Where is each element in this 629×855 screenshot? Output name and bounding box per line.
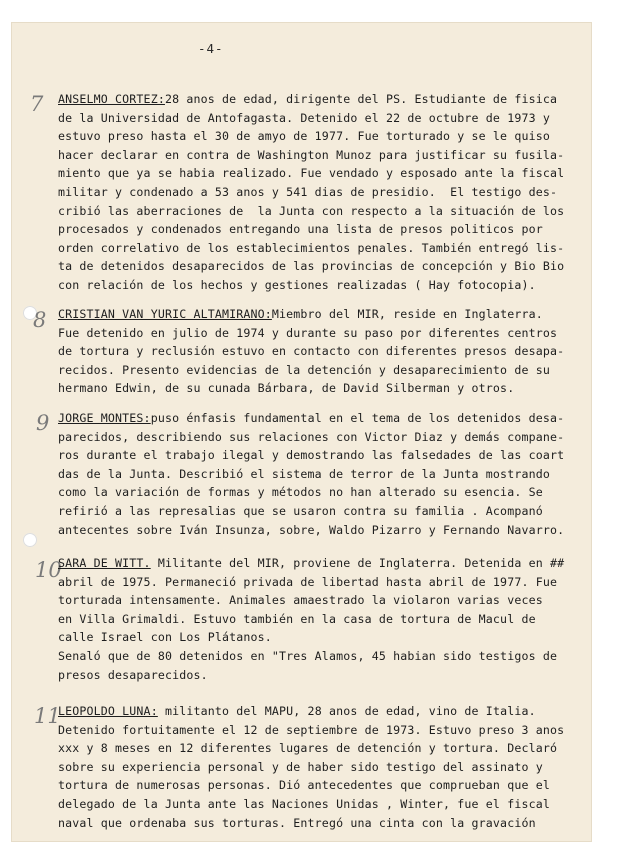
text-line bbox=[58, 343, 564, 360]
text-line bbox=[58, 380, 514, 397]
text-line bbox=[58, 184, 557, 201]
line-text: das de la Junta. Describió el sistema de terror de la Junta mostrando bbox=[58, 466, 550, 481]
page-number: -4- bbox=[198, 41, 224, 56]
line-text: Militante del MIR, proviene de Inglaterra. Detenida en ## bbox=[150, 556, 565, 570]
line-text: hacer declarar en contra de Washington Munoz para justificar su fusila- bbox=[58, 147, 565, 162]
witness-name: LEOPOLDO LUNA: bbox=[58, 704, 158, 718]
line-text: antecentes sobre Iván Insunza, sobre, Waldo Pizarro y Fernando Navarro. bbox=[58, 522, 565, 537]
text-line bbox=[58, 574, 557, 591]
line-text: xxx y 8 meses en 12 diferentes lugares de detención y tortura. Declaró bbox=[58, 741, 558, 756]
line-text: Fue detenido en julio de 1974 y durante su paso por diferentes centros bbox=[58, 325, 558, 340]
text-line bbox=[58, 777, 550, 794]
line-text: de la Universidad de Antofagasta. Detenido el 22 de octubre de 1973 y bbox=[58, 110, 550, 125]
text-line bbox=[58, 815, 536, 832]
text-line bbox=[58, 258, 564, 275]
line-text: naval que ordenaba sus torturas. Entregó una cinta con la gravación bbox=[58, 815, 536, 830]
line-text: en Villa Grimaldi. Estuvo también en la casa de tortura de Macul de bbox=[58, 611, 536, 626]
text-line bbox=[58, 796, 550, 813]
margin-number: 11 bbox=[34, 704, 61, 728]
text-line bbox=[58, 410, 564, 427]
line-text: sobre su experiencia personal y de haber sido testigo del assinato y bbox=[58, 759, 543, 774]
text-line bbox=[58, 759, 543, 776]
line-text: ta de detenidos desaparecidos de las provincias de concepción y Bio Bio bbox=[58, 259, 565, 274]
line-text: orden correlativo de los establecimientos penales. También entregó lis- bbox=[58, 240, 565, 255]
line-text: recidos. Presento evidencias de la detención y desaparecimiento de su bbox=[58, 362, 550, 377]
line-text: Senaló que de 80 detenidos en "Tres Alamos, 45 habian sido testigos de bbox=[58, 649, 558, 663]
margin-number: 8 bbox=[33, 308, 47, 332]
text-line bbox=[58, 277, 536, 294]
text-line bbox=[58, 555, 564, 572]
text-line bbox=[58, 740, 557, 757]
line-text: tortura de numerosas personas. Dió antecedentes que comprueban que el bbox=[58, 778, 550, 793]
line-text: parecidos, describiendo sus relaciones con Victor Diaz y demás compane- bbox=[58, 429, 565, 444]
witness-name: ANSELMO CORTEZ: bbox=[58, 92, 165, 106]
line-text: puso énfasis fundamental en el tema de los detenidos desa- bbox=[150, 411, 565, 425]
line-text: hermano Edwin, de su cunada Bárbara, de David Silberman y otros. bbox=[58, 381, 515, 396]
line-text: procesados y condenados entregando una lista de presos politicos por bbox=[58, 222, 543, 237]
text-line bbox=[58, 306, 543, 323]
text-line bbox=[58, 503, 543, 520]
text-line bbox=[58, 325, 557, 342]
text-line bbox=[58, 629, 272, 646]
witness-name: CRISTIAN VAN YURIC ALTAMIRANO: bbox=[58, 307, 272, 321]
line-text: de tortura y reclusión estuvo en contacto con diferentes presos desapa- bbox=[58, 344, 565, 359]
line-text: delegado de la Junta ante las Naciones Unidas , Winter, fue el fiscal bbox=[58, 797, 550, 811]
text-line bbox=[58, 240, 564, 257]
line-text: 28 anos de edad, dirigente del PS. Estudiante de fisica bbox=[164, 92, 558, 106]
line-text: Miembro del MIR, reside en Inglaterra. bbox=[271, 307, 543, 321]
text-line bbox=[58, 648, 557, 665]
line-text: cribió las aberraciones de la Junta con respecto a la situación de los bbox=[58, 203, 565, 218]
line-text: Detenido fortuitamente el 12 de septiembre de 1973. Estuvo preso 3 anos bbox=[58, 722, 565, 737]
text-line bbox=[58, 110, 550, 127]
text-line bbox=[58, 722, 564, 739]
text-line bbox=[58, 362, 550, 379]
witness-name: SARA DE WITT. bbox=[58, 556, 151, 570]
text-line bbox=[58, 203, 564, 220]
text-line bbox=[58, 592, 543, 609]
text-line bbox=[58, 91, 557, 108]
witness-name: JORGE MONTES: bbox=[58, 411, 151, 425]
punch-hole-bottom bbox=[23, 533, 37, 547]
text-line bbox=[58, 611, 536, 628]
line-text: calle Israel con Los Plátanos. bbox=[58, 630, 272, 645]
text-line bbox=[58, 703, 536, 720]
text-line bbox=[58, 447, 564, 464]
line-text: como la variación de formas y métodos no han alterado su esencia. Se bbox=[58, 485, 543, 500]
line-text: miento que ya se habia realizado. Fue vendado y esposado ante la fiscal bbox=[58, 166, 565, 181]
line-text: militanto del MAPU, 28 anos de edad, vino de Italia. bbox=[157, 704, 536, 718]
margin-number: 9 bbox=[36, 411, 50, 435]
text-line bbox=[58, 147, 564, 164]
line-text: con relación de los hechos y gestiones realizadas ( Hay fotocopia). bbox=[58, 278, 536, 292]
text-line bbox=[58, 221, 543, 238]
line-text: estuvo preso hasta el 30 de amyo de 1977. Fue torturado y se le quiso bbox=[58, 129, 550, 144]
text-line bbox=[58, 466, 550, 483]
text-line bbox=[58, 128, 550, 145]
line-text: ros durante el trabajo ilegal y demostrando las falsedades de las coart bbox=[58, 448, 565, 463]
text-line bbox=[58, 165, 564, 182]
text-line bbox=[58, 484, 543, 501]
text-line bbox=[58, 667, 208, 684]
line-text: refirió a las represalias que se usaron contra su familia . Acompanó bbox=[58, 504, 543, 518]
margin-number: 10 bbox=[35, 558, 62, 582]
text-line bbox=[58, 522, 564, 539]
line-text: militar y condenado a 53 anos y 541 dias de presidio. El testigo des- bbox=[58, 185, 558, 199]
margin-number: 7 bbox=[30, 92, 44, 116]
line-text: presos desaparecidos. bbox=[58, 667, 208, 682]
line-text: abril de 1975. Permaneció privada de libertad hasta abril de 1977. Fue bbox=[58, 574, 558, 589]
text-line bbox=[58, 429, 564, 446]
line-text: torturada intensamente. Animales amaestrado la violaron varias veces bbox=[58, 593, 543, 608]
